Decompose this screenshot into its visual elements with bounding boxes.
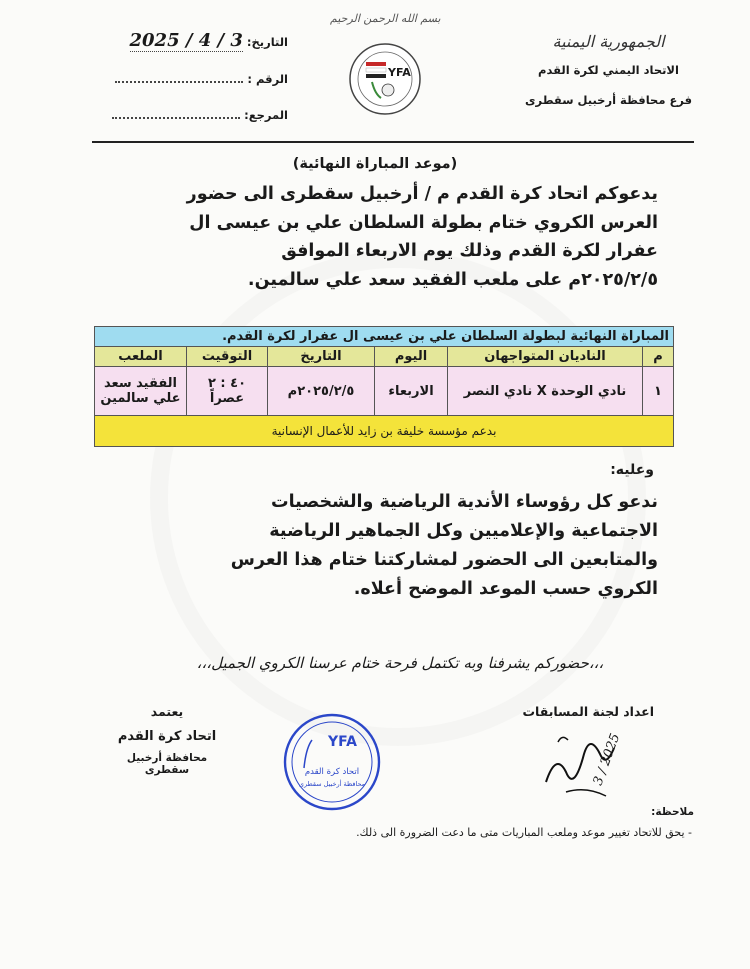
bismillah: بسم الله الرحمن الرحيم <box>330 12 441 25</box>
approval-org: اتحاد كرة القدم <box>117 729 217 744</box>
header-divider <box>92 141 694 143</box>
approval-region: محافظة أرخبيل سقطرى <box>126 752 208 776</box>
invitation-line: يدعوكم اتحاد كرة القدم م / أرخبيل سقطرى الى حضور <box>186 184 658 204</box>
svg-text:محافظة أرخبيل سقطرى: محافظة أرخبيل سقطرى <box>298 780 366 788</box>
table-header-row <box>95 347 674 367</box>
call-line: الاجتماعية والإعلاميين وكل الجماهير الرياضية <box>269 521 658 541</box>
notes-label: ملاحظة: <box>651 806 694 818</box>
number-label: الرقم : <box>247 72 288 86</box>
invitation-paragraph <box>96 180 658 294</box>
closing-note: ،،،حضوركم يشرفنا وبه تكتمل فرحة ختام عرسنا الكروي الجميل،،، <box>196 654 604 672</box>
header-teams: الناديان المتواجهان <box>448 347 643 367</box>
table-row <box>95 367 674 416</box>
reference-field <box>108 108 288 122</box>
call-line: والمتابعين الى الحضور لمشاركتنا ختام هذا العرس <box>230 550 658 570</box>
republic-name: الجمهورية اليمنية <box>552 32 665 51</box>
logo-icon <box>348 42 422 116</box>
svg-text:YFA: YFA <box>328 734 357 750</box>
letterhead-right <box>525 32 692 107</box>
header-date: التاريخ <box>268 347 375 367</box>
cell-date: ٢٠٢٥/٢/٥م <box>268 367 375 416</box>
cell-day: الاربعاء <box>375 367 448 416</box>
signature-date: 3 / 2025 <box>590 731 624 788</box>
official-stamp <box>282 712 382 812</box>
table-caption: المباراة النهائية لبطولة السلطان علي بن عيسى ال عفرار لكرة القدم. <box>95 327 674 347</box>
date-field <box>108 30 288 52</box>
invitation-line: عفرار لكرة القدم وذلك يوم الاربعاء الموافق <box>281 241 658 261</box>
branch-name: فرع محافظة أرخبيل سقطرى <box>525 93 692 107</box>
approval-block <box>112 704 222 776</box>
cell-teams: نادي الوحدة X نادي النصر <box>448 367 643 416</box>
approval-label: يعتمد <box>150 704 184 719</box>
yfa-logo <box>348 42 422 116</box>
number-field <box>108 72 288 86</box>
call-line: الكروي حسب الموعد الموضح أعلاه. <box>353 579 658 599</box>
notes-text: - يحق للاتحاد تغيير موعد وملعب المباريات متى ما دعت الضرورة الى ذلك. <box>356 826 692 839</box>
header-time: التوقيت <box>187 347 268 367</box>
date-label: التاريخ: <box>246 35 288 49</box>
header-day: اليوم <box>375 347 448 367</box>
svg-text:اتحاد كرة القدم: اتحاد كرة القدم <box>304 767 360 777</box>
date-value: 2025 / 4 / 3 <box>129 30 243 51</box>
cell-venue: الفقيد سعد علي سالمين <box>95 367 187 416</box>
stamp-icon <box>282 712 382 812</box>
reference-label: المرجع: <box>244 108 288 122</box>
accordingly-label: وعليه: <box>610 462 654 478</box>
invitation-line: ٢٠٢٥/٢/٥م على ملعب الفقيد سعد علي سالمين. <box>247 269 658 290</box>
cell-time: ٤٠ : ٢ عصراً <box>187 367 268 416</box>
letterhead-left <box>108 30 288 122</box>
prepared-by: اعداد لجنة المسابقات <box>522 704 654 719</box>
cell-number: ١ <box>643 367 674 416</box>
signature <box>536 722 626 806</box>
header-number: م <box>643 347 674 367</box>
svg-text:YFA: YFA <box>388 66 411 79</box>
header-venue: الملعب <box>95 347 187 367</box>
match-schedule-table <box>94 326 674 447</box>
invitation-line: العرس الكروي ختام بطولة السلطان علي بن عيسى ال <box>189 212 658 233</box>
table-caption-row <box>95 327 674 347</box>
page-title: (موعد المباراة النهائية) <box>292 156 458 172</box>
call-paragraph <box>96 488 658 604</box>
federation-name: الاتحاد اليمني لكرة القدم <box>538 63 679 77</box>
table-sponsor-row <box>95 416 674 447</box>
sponsor-text: بدعم مؤسسة خليفة بن زايد للأعمال الإنسانية <box>95 416 674 447</box>
call-line: ندعو كل رؤوساء الأندية الرياضية والشخصيات <box>271 492 658 512</box>
